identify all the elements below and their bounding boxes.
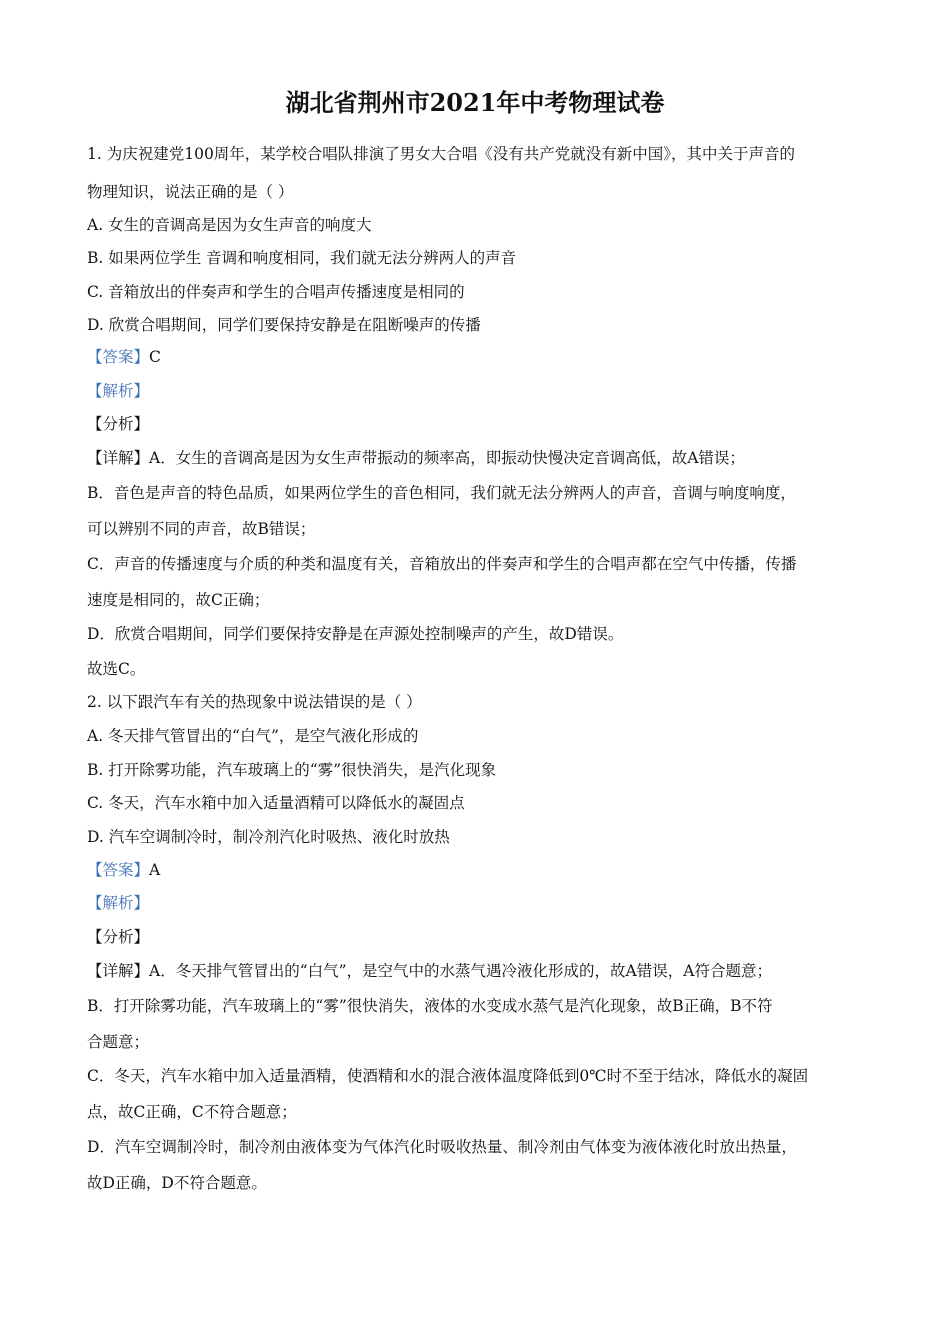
- q2-detail-line2: B．打开除雾功能，汽车玻璃上的“雾”很快消失，液体的水变成水蒸气是汽化现象，故B正确，B不符: [87, 997, 773, 1015]
- q2-option-d: D. 汽车空调制冷时，制冷剂汽化时吸热、液化时放热: [87, 828, 450, 846]
- analysis-tag: 【解析】: [87, 894, 150, 912]
- q2-detail-line7: 故D正确，D不符合题意。: [87, 1174, 267, 1192]
- q1-option-c: C. 音箱放出的伴奏声和学生的合唱声传播速度是相同的: [87, 283, 465, 301]
- q2-stem-line1: 2. 以下跟汽车有关的热现象中说法错误的是（ ）: [87, 693, 422, 711]
- analysis-tag: 【解析】: [87, 382, 150, 400]
- detail-tag: 【详解】: [87, 449, 150, 467]
- q1-detail-line3: 可以辨别不同的声音，故B错误；: [87, 520, 316, 538]
- page-title: 湖北省荆州市2021年中考物理试卷: [285, 88, 665, 117]
- q1-detail-line4: C．声音的传播速度与介质的种类和温度有关，音箱放出的伴奏声和学生的合唱声都在空气中传播，传播: [87, 555, 797, 573]
- q1-detail-line2: B．音色是声音的特色品质，如果两位学生的音色相同，我们就无法分辨两人的声音，音调与响度响度，: [87, 484, 796, 502]
- q1-answer: [87, 345, 877, 369]
- q2-answer: [87, 858, 877, 882]
- answer-value: C: [149, 348, 161, 366]
- detail-text: A．女生的音调高是因为女生声带振动的频率高，即振动快慢决定音调高低，故A错误；: [149, 449, 745, 467]
- answer-tag: 【答案】: [87, 348, 150, 366]
- q2-fenxi: [87, 925, 877, 949]
- fenxi-tag: 【分析】: [87, 928, 150, 946]
- q1-fenxi: [87, 412, 877, 436]
- q2-analysis: [87, 891, 877, 915]
- answer-value: A: [149, 861, 161, 879]
- q2-detail-line1: [87, 959, 877, 983]
- q1-option-a: A. 女生的音调高是因为女生声音的响度大: [87, 216, 372, 234]
- detail-tag: 【详解】: [87, 962, 150, 980]
- q2-detail-line6: D．汽车空调制冷时，制冷剂由液体变为气体汽化时吸收热量、制冷剂由气体变为液体液化时放出热量，: [87, 1138, 797, 1156]
- q1-detail-line6: D．欣赏合唱期间，同学们要保持安静是在声源处控制噪声的产生，故D错误。: [87, 625, 624, 643]
- q2-detail-line5: 点，故C正确，C不符合题意；: [87, 1103, 297, 1121]
- q1-stem-line2: 物理知识，说法正确的是（ ）: [87, 183, 294, 201]
- q1-detail-line5: 速度是相同的，故C正确；: [87, 591, 270, 609]
- q1-detail-line7: 故选C。: [87, 660, 146, 678]
- q1-stem-line1: 1. 为庆祝建党100周年，某学校合唱队排演了男女大合唱《没有共产党就没有新中国》，其中关于声音的: [87, 145, 796, 163]
- q1-analysis: [87, 379, 877, 403]
- q1-option-d: D. 欣赏合唱期间，同学们要保持安静是在阻断噪声的传播: [87, 316, 481, 334]
- q1-option-b: B. 如果两位学生 音调和响度相同，我们就无法分辨两人的声音: [87, 249, 517, 267]
- detail-text: A．冬天排气管冒出的“白气”，是空气中的水蒸气遇冷液化形成的，故A错误，A符合题意；: [149, 962, 772, 980]
- answer-tag: 【答案】: [87, 861, 150, 879]
- q2-option-b: B. 打开除雾功能，汽车玻璃上的“雾”很快消失，是汽化现象: [87, 761, 497, 779]
- q2-detail-line3: 合题意；: [87, 1033, 150, 1051]
- q1-detail-line1: [87, 446, 877, 470]
- fenxi-tag: 【分析】: [87, 415, 150, 433]
- q2-detail-line4: C．冬天，汽车水箱中加入适量酒精，使酒精和水的混合液体温度降低到0℃时不至于结冰，降低水的凝固: [87, 1067, 809, 1085]
- q2-option-c: C. 冬天，汽车水箱中加入适量酒精可以降低水的凝固点: [87, 794, 465, 812]
- q2-option-a: A. 冬天排气管冒出的“白气”，是空气液化形成的: [87, 727, 419, 745]
